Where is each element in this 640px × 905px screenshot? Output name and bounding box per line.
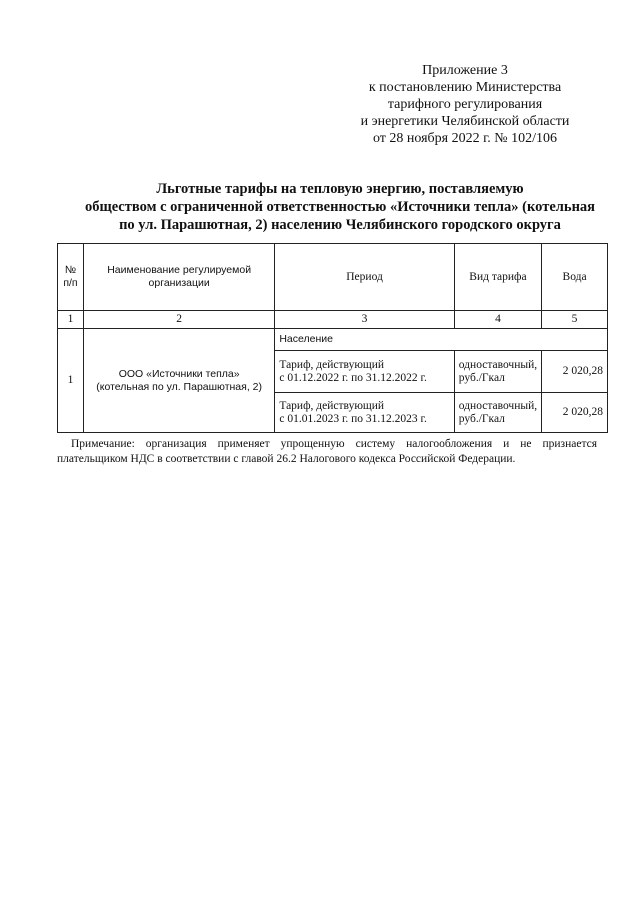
title-line: обществом с ограниченной ответственностью «Источники тепла» (котельная (84, 199, 596, 215)
appendix-ref-line: тарифного регулирования (387, 97, 543, 112)
period-dates: с 01.12.2022 г. по 31.12.2022 г. (279, 371, 427, 384)
col-number: 2 (83, 311, 274, 329)
col-number: 4 (454, 311, 541, 329)
appendix-number: Приложение 3 (422, 63, 508, 78)
col-number: 1 (58, 311, 84, 329)
row-org (83, 329, 274, 433)
tariff-type-cell (454, 351, 541, 393)
table-header-row (58, 244, 608, 311)
water-value: 2 020,28 (542, 351, 608, 393)
period-cell (275, 393, 454, 433)
table-row (58, 329, 608, 351)
tariff-unit: руб./Гкал (458, 412, 505, 425)
period-label: Тариф, действующий (279, 399, 385, 412)
appendix-date: от 28 ноября 2022 г. № 102/106 (372, 131, 558, 146)
header-water: Вода (542, 244, 608, 311)
title-line: по ул. Парашютная, 2) населению Челябинского городского округа (119, 217, 561, 233)
row-num: 1 (58, 329, 84, 433)
footnote: Примечание: организация применяет упрощенную систему налогообложения и не признается плательщиком НДС в соответствии с главой 26.2 Налогового кодекса Российской Федерации. (57, 438, 597, 465)
consumer-group: Население (275, 329, 608, 351)
col-number: 3 (275, 311, 454, 329)
org-name: ООО «Источники тепла» (118, 367, 240, 380)
period-cell (275, 351, 454, 393)
title-line: Льготные тарифы на тепловую энергию, поставляемую (156, 181, 524, 197)
org-detail: (котельная по ул. Парашютная, 2) (96, 380, 262, 393)
appendix-ref-line: и энергетики Челябинской области (360, 114, 570, 129)
header-period: Период (275, 244, 454, 311)
water-value: 2 020,28 (542, 393, 608, 433)
document-title (40, 180, 640, 234)
appendix-header (345, 62, 585, 147)
tariff-unit: руб./Гкал (458, 371, 505, 384)
period-label: Тариф, действующий (279, 358, 385, 371)
col-number: 5 (542, 311, 608, 329)
tariff-type: одноставочный, (458, 358, 538, 371)
tariff-type-cell (454, 393, 541, 433)
tariff-type: одноставочный, (458, 399, 538, 412)
header-num: № п/п (58, 244, 84, 311)
header-tariff-type: Вид тарифа (454, 244, 541, 311)
header-org: Наименование регулируемой организации (83, 244, 274, 311)
appendix-ref-line: к постановлению Министерства (368, 80, 562, 95)
column-number-row (58, 311, 608, 329)
tariff-table (57, 243, 608, 433)
period-dates: с 01.01.2023 г. по 31.12.2023 г. (279, 412, 427, 425)
